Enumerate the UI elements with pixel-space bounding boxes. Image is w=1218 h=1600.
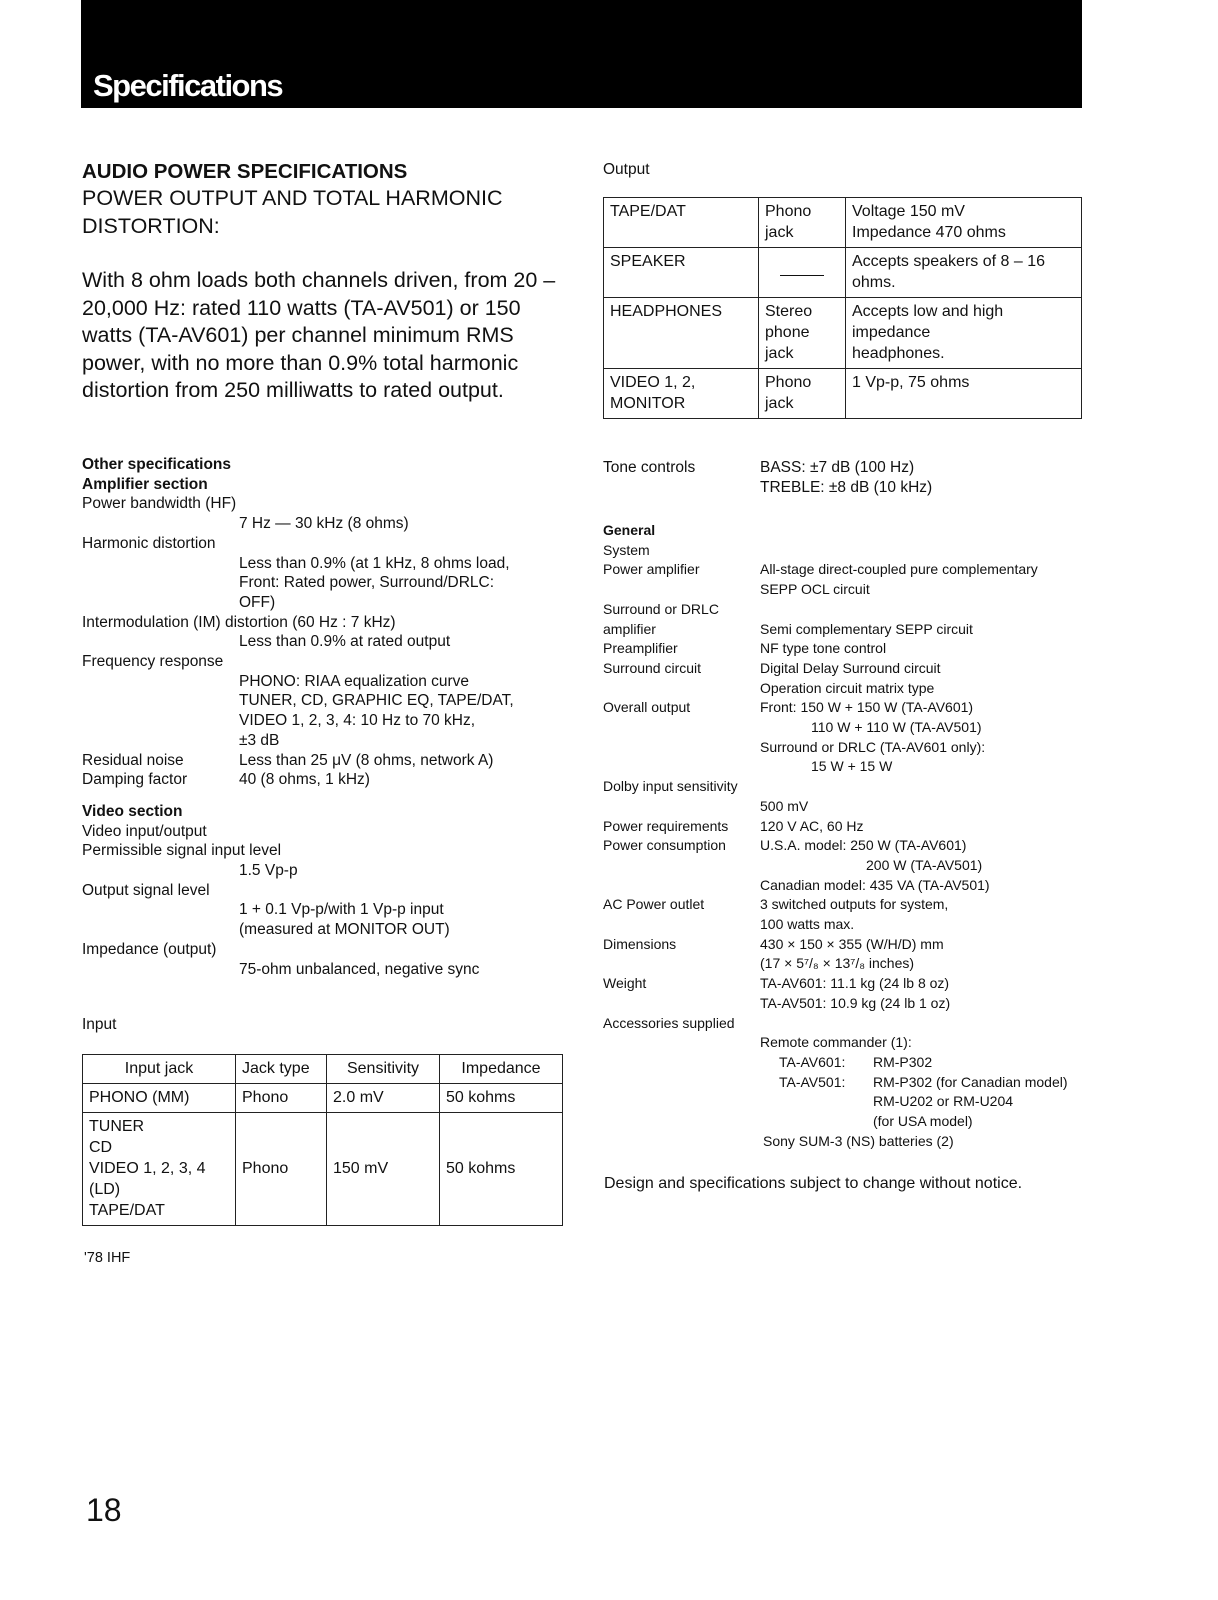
weight-row	[603, 974, 1103, 994]
design-note: Design and specifications subject to change without notice.	[604, 1175, 1023, 1192]
im-distortion-value: Less than 0.9% at rated output	[239, 633, 451, 651]
dolby-sensitivity-value: 500 mV	[760, 797, 809, 814]
accessories-model: TA-AV601:	[779, 1053, 846, 1070]
jack-type: jack	[765, 224, 794, 241]
harmonic-distortion-label: Harmonic distortion	[82, 534, 216, 552]
table-cell: SPEAKER	[604, 248, 759, 298]
table-row	[83, 1084, 563, 1113]
audio-power-subheading: POWER OUTPUT AND TOTAL HARMONIC DISTORTION:	[82, 186, 503, 238]
dolby-sensitivity-label: Dolby input sensitivity	[603, 778, 738, 795]
surround-amplifier-label: Surround or DRLC	[603, 600, 719, 617]
power-amplifier-value: SEPP OCL circuit	[760, 581, 870, 598]
power-amplifier-row	[603, 560, 1103, 580]
tone-controls-values	[760, 458, 932, 497]
surround-amplifier-value: Semi complementary SEPP circuit	[760, 620, 973, 637]
output-level-value: (measured at MONITOR OUT)	[239, 921, 450, 939]
frequency-response-value: TUNER, CD, GRAPHIC EQ, TAPE/DAT,	[239, 692, 514, 710]
other-specs-heading: Other specifications	[82, 456, 232, 473]
accessories-label: Accessories supplied	[603, 1014, 735, 1031]
input-jack-name: (LD)	[89, 1181, 121, 1198]
residual-noise-row	[82, 751, 562, 771]
table-cell	[759, 298, 846, 369]
table-cell: Phono	[236, 1113, 327, 1226]
table-cell: 50 kohms	[440, 1113, 563, 1226]
table-cell: 1 Vp-p, 75 ohms	[846, 369, 1082, 419]
audio-power-heading: AUDIO POWER SPECIFICATIONS	[82, 160, 408, 183]
accessories-model: TA-AV501:	[779, 1073, 846, 1090]
damping-factor-row	[82, 770, 562, 790]
frequency-response-label: Frequency response	[82, 653, 224, 671]
column-header: Input jack	[83, 1055, 236, 1084]
output-description: Accepts speakers of 8 – 16	[852, 253, 1045, 270]
power-requirements-label: Power requirements	[603, 817, 729, 834]
power-amplifier-value: All-stage direct-coupled pure complementary	[760, 561, 1038, 578]
frequency-response-value: PHONO: RIAA equalization curve	[239, 672, 470, 690]
table-cell	[759, 369, 846, 419]
harmonic-distortion-value: Less than 0.9% (at 1 kHz, 8 ohms load,	[239, 554, 510, 572]
table-cell: HEADPHONES	[604, 298, 759, 369]
table-cell: PHONO (MM)	[83, 1084, 236, 1113]
dimensions-value: 430 × 150 × 355 (W/H/D) mm	[760, 935, 944, 952]
output-label: Output	[603, 161, 650, 178]
jack-type: phone	[765, 324, 810, 341]
output-jack-name: VIDEO 1, 2,	[610, 374, 696, 391]
permissible-level-label: Permissible signal input level	[82, 842, 282, 860]
table-cell	[759, 248, 846, 298]
weight-value: TA-AV601: 11.1 kg (24 lb 8 oz)	[760, 975, 950, 992]
jack-type: Phono	[765, 374, 812, 391]
video-io-label: Video input/output	[82, 822, 207, 840]
page-number: 18	[86, 1492, 122, 1528]
permissible-level-value: 1.5 Vp-p	[239, 862, 298, 880]
table-cell: 2.0 mV	[327, 1084, 440, 1113]
surround-circuit-row	[603, 659, 1103, 679]
system-label: System	[603, 541, 650, 558]
impedance-output-value: 75-ohm unbalanced, negative sync	[239, 960, 480, 978]
im-distortion-label: Intermodulation (IM) distortion (60 Hz : 7 kHz)	[82, 613, 396, 631]
overall-output-value: 15 W + 15 W	[811, 758, 893, 775]
jack-type: Stereo	[765, 303, 813, 320]
general-heading: General	[603, 522, 656, 538]
accessories-value: Remote commander (1):	[760, 1034, 912, 1051]
table-row	[604, 298, 1082, 369]
residual-noise-value: Less than 25 μV (8 ohms, network A)	[239, 751, 494, 769]
table-cell	[846, 198, 1082, 248]
damping-factor-label: Damping factor	[82, 771, 188, 789]
output-jack-name: MONITOR	[610, 395, 686, 412]
output-table	[603, 197, 1082, 419]
accessories-remote: RM-P302 (for Canadian model)	[873, 1073, 1068, 1090]
accessories-value: Sony SUM-3 (NS) batteries (2)	[763, 1132, 954, 1149]
dimensions-row	[603, 935, 1103, 955]
dimensions-value: (17 × 5⁷/₈ × 13⁷/₈ inches)	[760, 955, 915, 972]
output-description: Accepts low and high	[852, 303, 1004, 320]
output-description: Voltage 150 mV	[852, 203, 965, 220]
page-title: Specifications	[93, 68, 283, 103]
audio-power-paragraph: With 8 ohm loads both channels driven, from 20 – 20,000 Hz: rated 110 watts (TA-AV501) or 150 watts (TA-AV601) per channel minimum RMS power, with no more than 0.9% total harmonic distortion from 250 milliwatts to rated output.	[82, 268, 556, 402]
power-requirements-value: 120 V AC, 60 Hz	[760, 817, 864, 834]
accessories-row	[603, 1073, 1103, 1093]
power-consumption-row	[603, 836, 1103, 856]
jack-type: jack	[765, 395, 794, 412]
general-section	[603, 521, 1103, 1152]
power-consumption-label: Power consumption	[603, 837, 726, 854]
table-row	[604, 369, 1082, 419]
power-bandwidth-value: 7 Hz — 30 kHz (8 ohms)	[239, 515, 409, 533]
output-description: impedance	[852, 324, 931, 341]
table-cell	[759, 198, 846, 248]
output-level-label: Output signal level	[82, 881, 210, 899]
treble-value: TREBLE: ±8 dB (10 kHz)	[760, 478, 933, 496]
table-cell: TAPE/DAT	[604, 198, 759, 248]
overall-output-value: Front: 150 W + 150 W (TA-AV601)	[760, 699, 974, 716]
table-cell	[604, 369, 759, 419]
power-bandwidth-label: Power bandwidth (HF)	[82, 495, 237, 513]
table-row	[83, 1113, 563, 1226]
input-jack-name: CD	[89, 1139, 113, 1156]
power-consumption-value: U.S.A. model: 250 W (TA-AV601)	[760, 837, 967, 854]
weight-label: Weight	[603, 975, 647, 992]
amplifier-section-heading: Amplifier section	[82, 475, 208, 493]
ac-outlet-value: 100 watts max.	[760, 916, 855, 933]
input-table	[82, 1054, 563, 1226]
damping-factor-value: 40 (8 ohms, 1 kHz)	[239, 771, 370, 789]
other-specifications	[82, 455, 562, 979]
tone-controls-label: Tone controls	[603, 459, 696, 476]
ac-outlet-label: AC Power outlet	[603, 896, 705, 913]
column-header: Jack type	[236, 1055, 327, 1084]
table-row	[604, 198, 1082, 248]
preamplifier-row	[603, 639, 1103, 659]
output-description: Impedance 470 ohms	[852, 224, 1006, 241]
title-banner	[81, 0, 1082, 108]
harmonic-distortion-value: Front: Rated power, Surround/DRLC:	[239, 574, 495, 592]
overall-output-value: 110 W + 110 W (TA-AV501)	[811, 719, 982, 736]
bass-value: BASS: ±7 dB (100 Hz)	[760, 459, 915, 476]
output-description: headphones.	[852, 345, 945, 362]
accessories-value: (for USA model)	[873, 1113, 973, 1130]
video-section-heading: Video section	[82, 802, 183, 820]
dimensions-label: Dimensions	[603, 935, 677, 952]
overall-output-label: Overall output	[603, 699, 691, 716]
surround-circuit-label: Surround circuit	[603, 659, 702, 676]
accessories-value: RM-U202 or RM-U204	[873, 1093, 1014, 1110]
table-cell: 150 mV	[327, 1113, 440, 1226]
table-header-row	[83, 1055, 563, 1084]
overall-output-row	[603, 698, 1103, 718]
power-consumption-value: 200 W (TA-AV501)	[866, 856, 983, 873]
impedance-output-label: Impedance (output)	[82, 940, 217, 958]
accessories-remote: RM-P302	[873, 1053, 933, 1070]
input-jack-name: VIDEO 1, 2, 3, 4	[89, 1160, 206, 1177]
input-label: Input	[82, 1016, 117, 1033]
table-row	[604, 248, 1082, 298]
input-jack-name: TUNER	[89, 1118, 145, 1135]
surround-amplifier-label: amplifier	[603, 620, 656, 637]
residual-noise-label: Residual noise	[82, 751, 184, 769]
surround-amplifier-row	[603, 620, 1103, 640]
accessories-row	[603, 1053, 1103, 1073]
power-consumption-value: Canadian model: 435 VA (TA-AV501)	[760, 876, 990, 893]
surround-circuit-value: Digital Delay Surround circuit	[760, 659, 941, 676]
ac-outlet-row	[603, 895, 1103, 915]
overall-output-value: Surround or DRLC (TA-AV601 only):	[760, 738, 986, 755]
jack-type: Phono	[765, 203, 812, 220]
ac-outlet-value: 3 switched outputs for system,	[760, 896, 949, 913]
table-cell	[83, 1113, 236, 1226]
table-cell	[846, 298, 1082, 369]
weight-value: TA-AV501: 10.9 kg (24 lb 1 oz)	[760, 994, 951, 1011]
dash-mark	[780, 275, 824, 276]
frequency-response-value: VIDEO 1, 2, 3, 4: 10 Hz to 70 kHz,	[239, 712, 476, 730]
jack-type: jack	[765, 345, 794, 362]
table-cell	[846, 248, 1082, 298]
preamplifier-label: Preamplifier	[603, 640, 678, 657]
power-requirements-row	[603, 817, 1103, 837]
input-jack-name: TAPE/DAT	[89, 1202, 165, 1219]
column-header: Impedance	[440, 1055, 563, 1084]
table-cell: 50 kohms	[440, 1084, 563, 1113]
power-amplifier-label: Power amplifier	[603, 561, 700, 578]
surround-circuit-value: Operation circuit matrix type	[760, 679, 935, 696]
frequency-response-value: ±3 dB	[239, 731, 280, 749]
output-description: ohms.	[852, 274, 896, 291]
ihf-footnote: '78 IHF	[84, 1250, 131, 1266]
output-level-value: 1 + 0.1 Vp-p/with 1 Vp-p input	[239, 901, 444, 919]
table-cell: Phono	[236, 1084, 327, 1113]
column-header: Sensitivity	[327, 1055, 440, 1084]
preamplifier-value: NF type tone control	[760, 640, 887, 657]
harmonic-distortion-value: OFF)	[239, 593, 276, 611]
